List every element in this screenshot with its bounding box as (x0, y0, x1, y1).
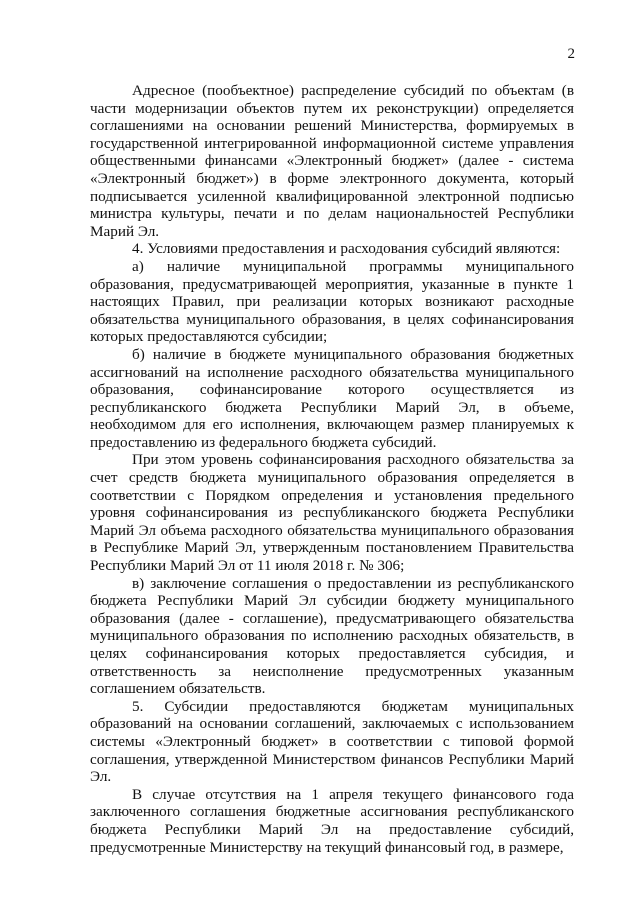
paragraph-cofinancing-level: При этом уровень софинансирования расходного обязательства за счет средств бюджета муниципального образования определяется в соответствии с Порядком определения и установления предельного уровня софинансирования из республиканского бюджета Республики Марий Эл объема расходного обязательства муниципального образования в Республике Марий Эл, утвержденным постановлением Правительства Республики Марий Эл от 11 июля 2018 г. № 306; (90, 451, 574, 575)
body-text (90, 82, 574, 856)
page-number: 2 (567, 46, 575, 62)
paragraph-no-agreement: В случае отсутствия на 1 апреля текущего финансового года заключенного соглашения бюджетные ассигнования республиканского бюджета Республики Марий Эл на предоставление субсидий, предусмотренные Министерству на текущий финансовый год, в размере, (90, 785, 574, 856)
paragraph-item-4a: а) наличие муниципальной программы муниципального образования, предусматривающей мероприятия, указанные в пункте 1 настоящих Правил, при реализации которых возникают расходные обязательства муниципального образования, в целях софинансирования которых предоставляются субсидии; (90, 257, 574, 346)
paragraph-allocation: Адресное (пообъектное) распределение субсидий по объектам (в части модернизации объектов путем их реконструкции) определяется соглашениями на основании решений Министерства, формируемых в государственной интегрированной информационной системе управления общественными финансами «Электронный бюджет» (далее - система «Электронный бюджет») в форме электронного документа, который подписывается усиленной квалифицированной электронной подписью министра культуры, печати и по делам национальностей Республики Марий Эл. (90, 82, 574, 240)
paragraph-item-5: 5. Субсидии предоставляются бюджетам муниципальных образований на основании соглашений, заключаемых с использованием системы «Электронный бюджет» в соответствии с типовой формой соглашения, утвержденной Министерством финансов Республики Марий Эл. (90, 697, 574, 786)
paragraph-item-4c: в) заключение соглашения о предоставлении из республиканского бюджета Республики Марий Эл субсидии бюджету муниципального образования (далее - соглашение), предусматривающего обязательства муниципального образования по исполнению расходных обязательств, в целях софинансирования которых предоставляется субсидия, и ответственность за неисполнение предусмотренных указанным соглашением обязательств. (90, 574, 574, 698)
paragraph-item-4: 4. Условиями предоставления и расходования субсидий являются: (132, 240, 561, 258)
paragraph-item-4b: б) наличие в бюджете муниципального образования бюджетных ассигнований на исполнение расходного обязательства муниципального образования, софинансирование которого осуществляется из республиканского бюджета Республики Марий Эл, в объеме, необходимом для его исполнения, включающем размер планируемых к предоставлению из федерального бюджета субсидий. (90, 345, 574, 451)
